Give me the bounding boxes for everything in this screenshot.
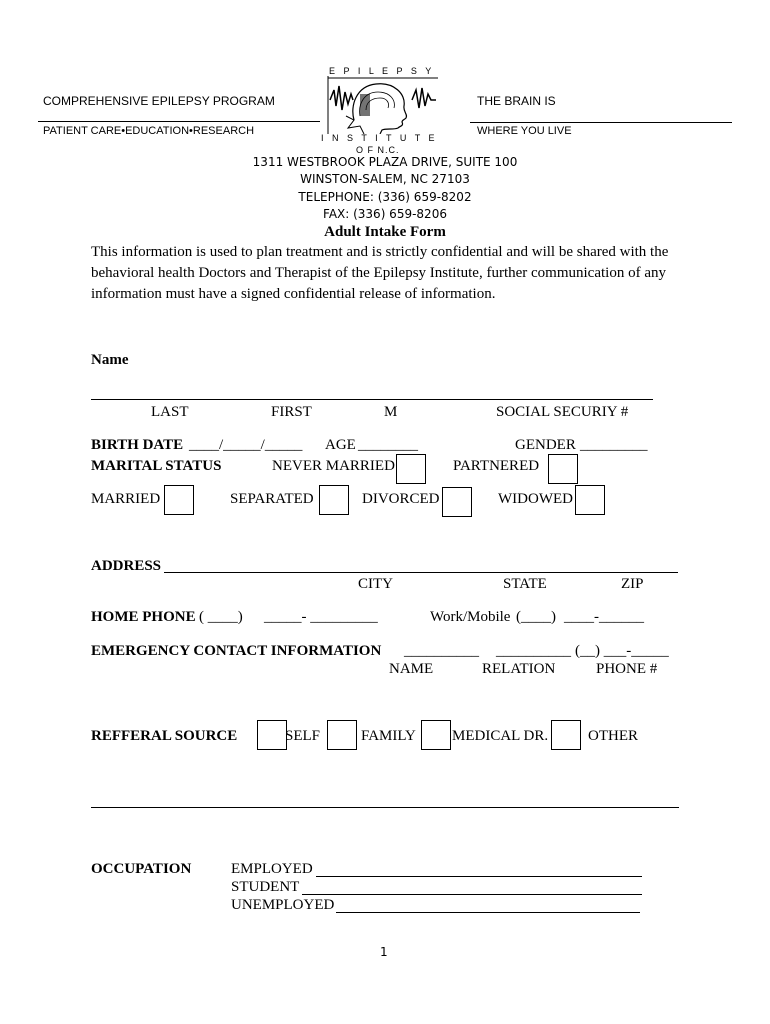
marital-status-label: MARITAL STATUS: [91, 458, 222, 474]
home-phone-area[interactable]: ( ____): [199, 609, 243, 625]
brain-head-icon: [320, 76, 445, 134]
referral-medical-label: MEDICAL DR.: [452, 728, 549, 744]
home-phone-number[interactable]: _____- _________: [264, 609, 378, 625]
occupation-unemployed-label: UNEMPLOYED: [231, 897, 335, 913]
occupation-label: OCCUPATION: [91, 861, 192, 877]
occupation-unemployed-line[interactable]: [336, 912, 640, 913]
program-tagline: PATIENT CARE•EDUCATION•RESEARCH: [43, 125, 255, 137]
age-label: AGE: [325, 437, 356, 453]
partnered-label: PARTNERED: [453, 458, 540, 474]
married-checkbox[interactable]: [164, 485, 194, 515]
header-rule-right: [470, 122, 732, 123]
name-label: Name: [91, 352, 129, 368]
never-married-label: NEVER MARRIED: [272, 458, 395, 474]
birth-date-field[interactable]: ____/_____/_____: [189, 437, 303, 453]
referral-family-checkbox[interactable]: [327, 720, 357, 750]
slogan-bottom: WHERE YOU LIVE: [477, 125, 572, 137]
address-col-zip: ZIP: [621, 576, 644, 592]
work-mobile-number[interactable]: ____-______: [564, 609, 644, 625]
page-number: 1: [380, 945, 388, 959]
occupation-employed-line[interactable]: [316, 876, 642, 877]
header-rule-left: [38, 121, 320, 122]
emergency-contact-label: EMERGENCY CONTACT INFORMATION: [91, 643, 382, 659]
occupation-student-label: STUDENT: [231, 879, 300, 895]
emergency-relation-field[interactable]: __________: [496, 643, 571, 659]
program-name: COMPREHENSIVE EPILEPSY PROGRAM: [43, 94, 275, 108]
home-phone-label: HOME PHONE: [91, 609, 196, 625]
emergency-phone-field[interactable]: (__) ___-_____: [575, 643, 669, 659]
referral-family-label: FAMILY: [361, 728, 416, 744]
logo-bottom-text: I N S T I T U T E: [321, 133, 438, 143]
occupation-employed-label: EMPLOYED: [231, 861, 313, 877]
referral-self-label: SELF: [285, 728, 321, 744]
widowed-checkbox[interactable]: [575, 485, 605, 515]
slogan-top: THE BRAIN IS: [477, 94, 556, 108]
form-title: Adult Intake Form: [324, 224, 446, 240]
referral-other-line[interactable]: [91, 807, 679, 808]
referral-other-label: OTHER: [588, 728, 638, 744]
telephone: TELEPHONE: (336) 659-8202: [298, 190, 472, 204]
address-col-state: STATE: [503, 576, 547, 592]
occupation-student-line[interactable]: [302, 894, 642, 895]
logo-top-text: E P I L E P S Y: [329, 66, 435, 76]
city-state: WINSTON-SALEM, NC 27103: [300, 172, 470, 186]
widowed-label: WIDOWED: [498, 491, 573, 507]
intro-line-1: This information is used to plan treatment and is strictly confidential and will be shared with the: [91, 244, 669, 260]
name-field-line[interactable]: [91, 399, 653, 400]
referral-source-label: REFFERAL SOURCE: [91, 728, 238, 744]
separated-label: SEPARATED: [230, 491, 314, 507]
married-label: MARRIED: [91, 491, 161, 507]
partnered-checkbox[interactable]: [548, 454, 578, 484]
referral-other-checkbox[interactable]: [551, 720, 581, 750]
name-col-ssn: SOCIAL SECURIY #: [496, 404, 629, 420]
birth-date-label: BIRTH DATE: [91, 437, 184, 453]
never-married-checkbox[interactable]: [396, 454, 426, 484]
referral-self-checkbox[interactable]: [257, 720, 287, 750]
name-col-first: FIRST: [271, 404, 312, 420]
work-mobile-area[interactable]: (____): [516, 609, 556, 625]
work-mobile-label: Work/Mobile: [430, 609, 511, 625]
emergency-col-name: NAME: [389, 661, 434, 677]
emergency-col-relation: RELATION: [482, 661, 556, 677]
gender-field[interactable]: _________: [580, 437, 648, 453]
logo-sub-text: O F N.C.: [356, 145, 400, 155]
street-address: 1311 WESTBROOK PLAZA DRIVE, SUITE 100: [252, 155, 518, 169]
intro-line-2: behavioral health Doctors and Therapist of the Epilepsy Institute, further communication of any: [91, 265, 666, 281]
emergency-name-field[interactable]: __________: [404, 643, 479, 659]
address-col-city: CITY: [358, 576, 393, 592]
age-field[interactable]: ________: [358, 437, 418, 453]
referral-medical-checkbox[interactable]: [421, 720, 451, 750]
name-col-last: LAST: [151, 404, 189, 420]
address-field-line[interactable]: [164, 572, 678, 573]
separated-checkbox[interactable]: [319, 485, 349, 515]
name-col-middle: M: [384, 404, 398, 420]
address-label: ADDRESS: [91, 558, 162, 574]
epilepsy-institute-logo: [320, 66, 445, 158]
fax: FAX: (336) 659-8206: [323, 207, 447, 221]
gender-label: GENDER: [515, 437, 576, 453]
emergency-col-phone: PHONE #: [596, 661, 658, 677]
divorced-checkbox[interactable]: [442, 487, 472, 517]
divorced-label: DIVORCED: [362, 491, 440, 507]
intro-line-3: information must have a signed confidential release of information.: [91, 286, 496, 302]
